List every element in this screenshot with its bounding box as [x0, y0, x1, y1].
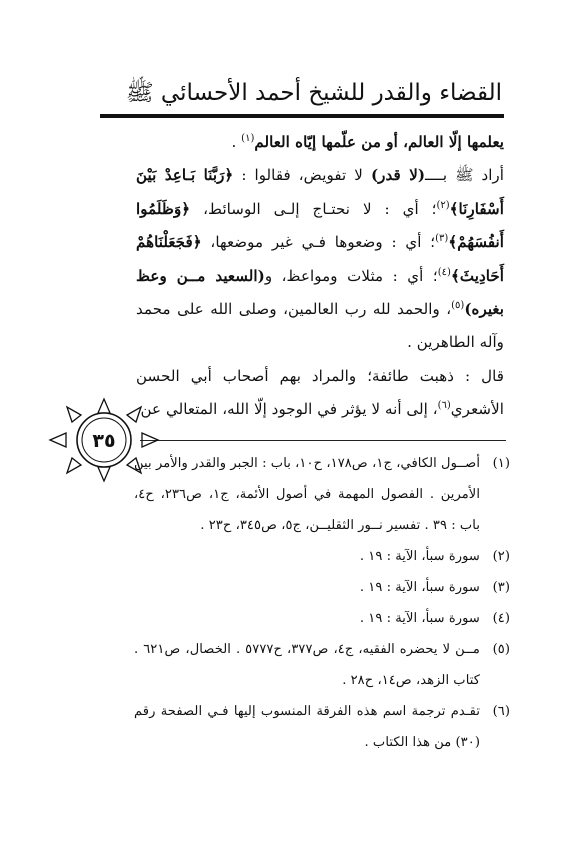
text-segment: يعلمها إلّا العالم، أو من علّمها إيّاه العالم — [254, 133, 504, 151]
footnote-text: أصــول الكافي، ج١، ص١٧٨، ح١٠، باب : الجبر والقدر والأمر بين الأمرين . الفصول المهمة في أصول الأئمة، ج١، ص٢٣٦، ح٤، باب : ٣٩ . تفسير نــور الثقليــن، ج٥، ص٣٤٥، ح٢٣ . — [134, 456, 480, 533]
footnote-text: مــن لا يحضره الفقيه، ج٤، ص٣٧٧، ح٥٧٧٧ . الخصال، ص٦٢١ . كتاب الزهد، ص١٤، ح٢٨ . — [134, 642, 480, 688]
page-number-sun-ornament — [44, 395, 164, 485]
footnote-text: سورة سبأ، الآية : ١٩ . — [359, 549, 480, 564]
footnote-ref: (٤) — [437, 266, 451, 278]
footnote-separator — [140, 440, 506, 441]
text-segment: لا تفويض، فقالوا : — [233, 166, 371, 185]
page-number: ٣٥ — [92, 430, 116, 452]
text-line-1 — [136, 126, 504, 159]
footnote-text: تقـدم ترجمة اسم هذه الفرقة المنسوب إليها فـي الصفحة رقم (٣٠) من هذا الكتاب . — [134, 704, 480, 750]
footnote-ref: (٢) — [436, 199, 450, 211]
footnote-number: (٦) — [492, 704, 510, 719]
running-header-title: القضاء والقدر للشيخ أحمد الأحسائي ﷺ — [125, 80, 502, 106]
text-segment: ؛ أي : مثلات ومواعظ، و — [264, 266, 438, 285]
text-segment: قال : ذهبت طائفة؛ والمراد بهم أصحاب أبي الحسن الأشعري — [136, 366, 504, 419]
quran-quote: ﴿فَجَعَلْنَاهُمْ أَحَادِيثَ﴾ — [136, 233, 504, 285]
text-segment: ، إلى أنه لا يؤثر في الوجود إلّا الله، المتعالي عن — [140, 400, 438, 419]
main-text — [136, 126, 504, 427]
footnote-ref: (٥) — [451, 299, 465, 311]
text-segment: ؛ أي : وضعوها فـي غير موضعها، — [201, 233, 436, 252]
text-segment: (السعيد مــن وعظ بغيره) — [136, 266, 504, 319]
footnote-text: سورة سبأ، الآية : ١٩ . — [359, 580, 480, 595]
footnote-item — [134, 696, 510, 758]
footnote-item — [134, 572, 510, 603]
header-rule — [100, 114, 504, 118]
footnote-number: (٣) — [492, 580, 510, 595]
footnote-item — [134, 541, 510, 572]
paragraph-2 — [136, 159, 504, 359]
footnote-item — [134, 603, 510, 634]
text-segment: . — [231, 133, 242, 151]
quran-quote: ﴿وَظَلَمُوا أَنفُسَهُمْ﴾ — [136, 199, 504, 252]
text-segment: ، والحمد لله رب العالمين، وصلى الله على محمد وآله الطاهرين . — [136, 300, 504, 352]
footnote-number: (٢) — [492, 549, 510, 564]
paragraph-3 — [136, 360, 504, 427]
text-segment: ؛ أي : لا نحتـاج إلـى الوسائط، — [190, 199, 437, 218]
text-segment: (لا قدر) — [370, 166, 426, 185]
footnote-text: سورة سبأ، الآية : ١٩ . — [359, 611, 480, 626]
footnote-number: (٤) — [492, 611, 510, 626]
text-segment: أراد ﷺ بــــ — [425, 166, 504, 185]
footnote-number: (١) — [492, 456, 510, 471]
footnotes — [134, 448, 510, 758]
footnote-ref: (٦) — [437, 400, 451, 412]
footnote-item — [134, 448, 510, 541]
footnote-item — [134, 634, 510, 696]
footnote-ref: (٣) — [435, 233, 449, 245]
footnote-ref: (١) — [241, 132, 255, 144]
footnote-number: (٥) — [492, 642, 510, 657]
quran-quote: ﴿رَبَّنَا بَـاعِدْ بَيْنَ أَسْفَارِنَا﴾ — [136, 166, 504, 218]
